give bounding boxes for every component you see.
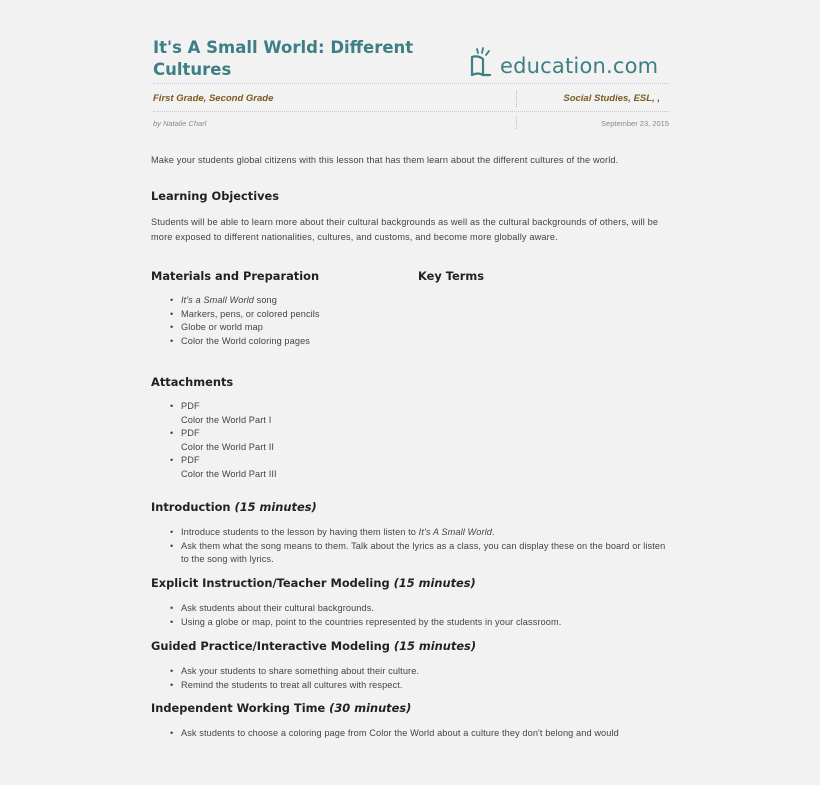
subjects: Social Studies, ESL, , <box>563 93 660 104</box>
list-item: • Introduce students to the lesson by having them listen to It's A Small World. <box>170 526 670 540</box>
list-item: • Ask students to choose a coloring page from Color the World about a culture they don't belong and would <box>170 727 670 741</box>
attachment-item[interactable]: • PDF <box>170 427 670 441</box>
guided-practice-list <box>170 665 670 692</box>
attachment-link[interactable]: Color the World Part III <box>181 468 277 479</box>
attachment-link[interactable]: Color the World Part II <box>181 441 275 452</box>
explicit-instruction-heading: Explicit Instruction/Teacher Modeling (15 minutes) <box>151 576 476 590</box>
list-item: • Color the World coloring pages <box>170 335 670 349</box>
attachments-heading: Attachments <box>151 375 234 389</box>
attachment-link[interactable]: Color the World Part I <box>181 414 272 425</box>
divider <box>153 111 669 112</box>
intro-paragraph: Make your students global citizens with this lesson that has them learn about the different cultures of the world. <box>151 155 619 165</box>
list-item: • Ask them what the song means to them. Talk about the lyrics as a class, you can display these on the board or listen to the song with lyrics. <box>170 540 670 567</box>
introduction-list <box>170 526 670 567</box>
list-item: • Markers, pens, or colored pencils <box>170 308 670 322</box>
publish-date: September 23, 2015 <box>601 119 669 128</box>
explicit-instruction-list <box>170 602 670 629</box>
learning-objectives-text: Students will be able to learn more about their cultural backgrounds as well as the cultural backgrounds of others, will be more exposed to different nationalities, cultures, and customs, and become more globally aware. <box>151 217 659 242</box>
page-title: It's A Small World: Different Cultures <box>153 38 414 79</box>
education-logo[interactable] <box>468 43 658 79</box>
attachments-list <box>170 400 670 481</box>
list-item: • Using a globe or map, point to the countries represented by the students in your classroom. <box>170 616 670 630</box>
author: by Natalie Charl <box>153 119 207 128</box>
divider <box>516 91 517 107</box>
list-item: • It's a Small World song <box>170 294 670 308</box>
attachment-item[interactable]: • PDF <box>170 400 670 414</box>
introduction-heading: Introduction (15 minutes) <box>151 500 317 514</box>
list-item: • Ask your students to share something about their culture. <box>170 665 670 679</box>
guided-practice-heading: Guided Practice/Interactive Modeling (15 minutes) <box>151 639 477 653</box>
book-icon <box>468 47 498 79</box>
list-item: • Remind the students to treat all cultures with respect. <box>170 679 670 693</box>
materials-heading: Materials and Preparation <box>151 269 320 283</box>
key-terms-heading: Key Terms <box>418 269 484 283</box>
divider <box>153 83 669 84</box>
independent-working-heading: Independent Working Time (30 minutes) <box>151 701 412 715</box>
learning-objectives-heading: Learning Objectives <box>151 189 280 203</box>
independent-working-list <box>170 727 670 741</box>
materials-list <box>170 294 670 348</box>
grade-levels: First Grade, Second Grade <box>153 93 274 104</box>
list-item: • Ask students about their cultural backgrounds. <box>170 602 670 616</box>
divider <box>516 116 517 129</box>
attachment-item[interactable]: • PDF <box>170 454 670 468</box>
list-item: • Globe or world map <box>170 321 670 335</box>
logo-text: education.com <box>500 54 659 78</box>
